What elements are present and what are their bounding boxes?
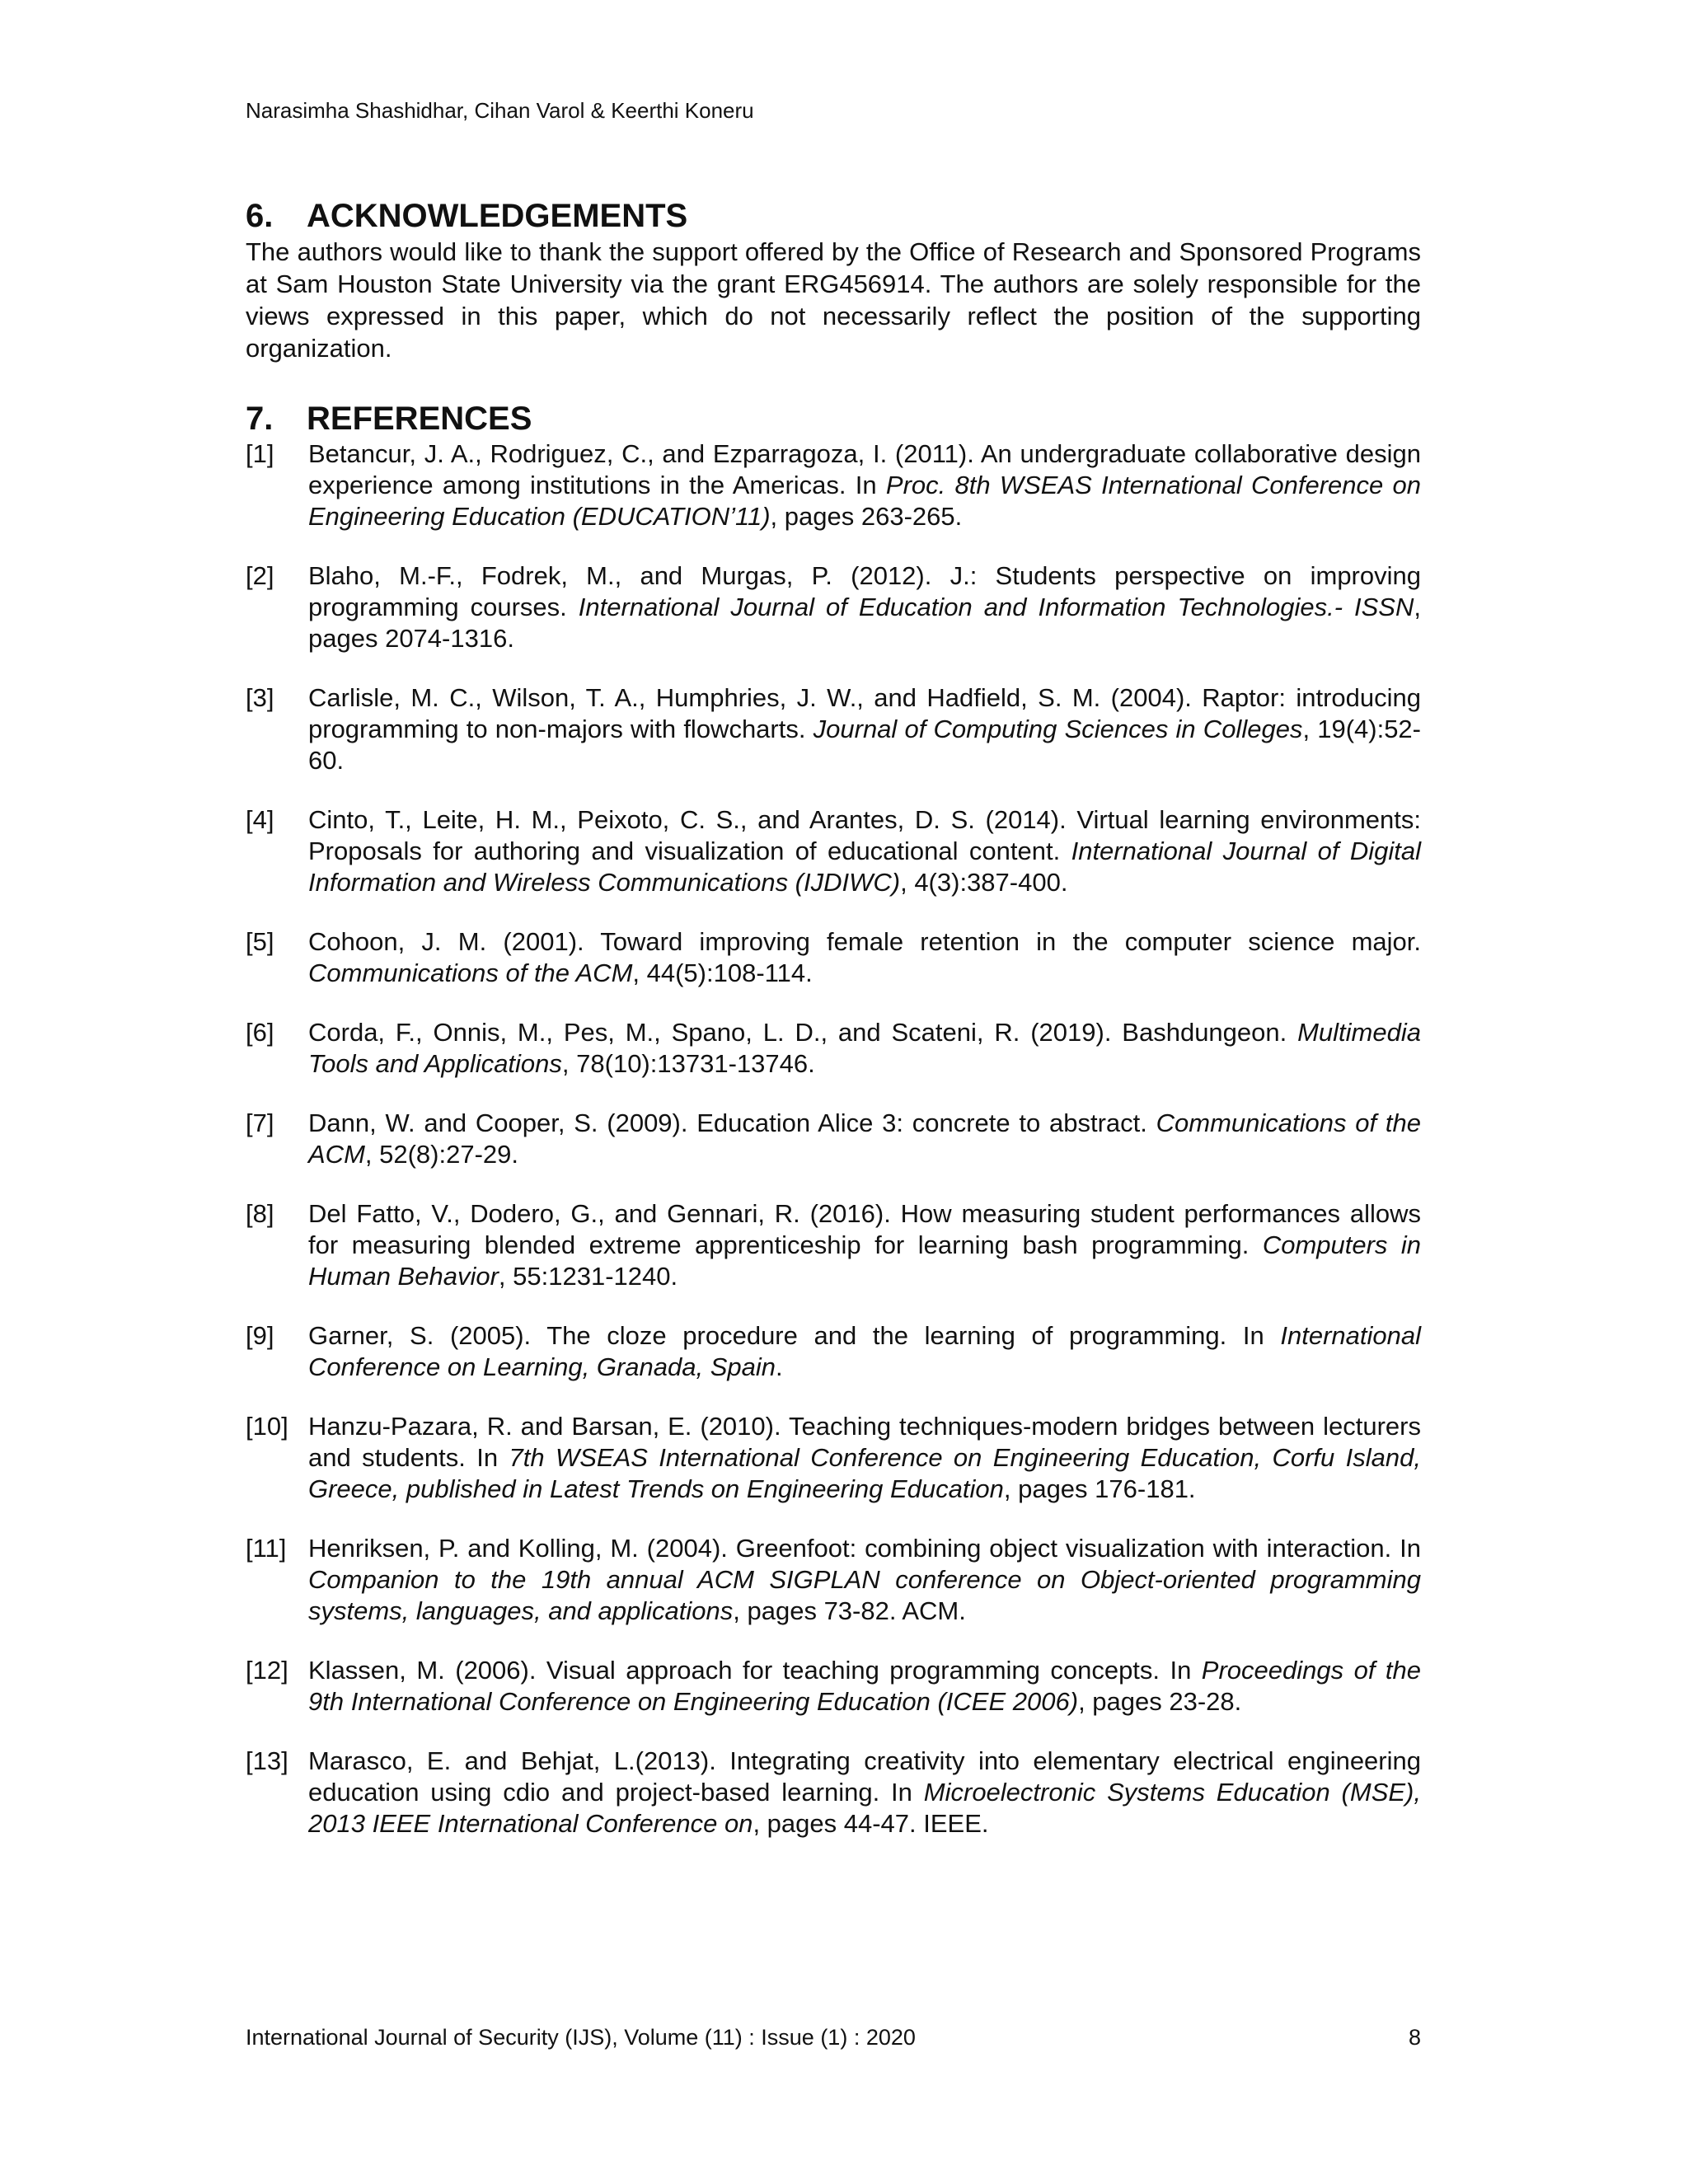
reference-number: [6] xyxy=(246,1018,274,1047)
reference-details: , pages 2074-1316. xyxy=(308,593,1421,653)
reference-item xyxy=(246,1198,1421,1292)
page-number: 8 xyxy=(1408,2025,1421,2050)
reference-authors-title: Hanzu-Pazara, R. and Barsan, E. (2010). Teaching techniques-modern bridges between lecturers and students. In xyxy=(308,1412,1421,1472)
reference-venue: Proc. 8th WSEAS International Conference on Engineering Education (EDUCATION’11) xyxy=(308,471,1421,531)
reference-details: , 52(8):27-29. xyxy=(364,1140,518,1169)
reference-text xyxy=(308,1533,1421,1627)
reference-item xyxy=(246,1108,1421,1170)
reference-item xyxy=(246,1533,1421,1627)
reference-text xyxy=(308,1108,1421,1170)
reference-authors-title: Klassen, M. (2006). Visual approach for teaching programming concepts. In xyxy=(308,1656,1202,1685)
reference-details: , 4(3):387-400. xyxy=(900,868,1068,897)
reference-venue: Multimedia Tools and Applications xyxy=(308,1018,1421,1078)
reference-details: , pages 44-47. IEEE. xyxy=(753,1809,989,1838)
reference-item xyxy=(246,1320,1421,1383)
running-header: Narasimha Shashidhar, Cihan Varol & Keerthi Koneru xyxy=(246,98,754,123)
reference-venue: Proceedings of the 9th International Conference on Engineering Education (ICEE 2006) xyxy=(308,1656,1421,1716)
reference-text xyxy=(308,1017,1421,1080)
page-footer xyxy=(246,2023,1421,2051)
reference-number: [2] xyxy=(246,561,274,590)
reference-item xyxy=(246,438,1421,532)
reference-venue: Journal of Computing Sciences in Colleges xyxy=(813,715,1303,743)
reference-venue: Computers in Human Behavior xyxy=(308,1230,1421,1291)
acknowledgements-text: The authors would like to thank the support offered by the Office of Research and Sponsored Programs at Sam Houston State University via the grant ERG456914. The authors are solely responsible for the views expressed in this paper, which do not necessarily reflect the position of the supporting organization. xyxy=(246,237,1421,363)
reference-details: , pages 176-181. xyxy=(1003,1474,1196,1503)
reference-details: , 78(10):13731-13746. xyxy=(561,1049,815,1078)
reference-venue: Microelectronic Systems Education (MSE), 2013 IEEE International Conference on xyxy=(308,1778,1421,1838)
reference-authors-title: Marasco, E. and Behjat, L.(2013). Integrating creativity into elementary electrical engineering education using cdio and project-based learning. In xyxy=(308,1746,1421,1807)
reference-details: . xyxy=(776,1352,783,1381)
reference-item xyxy=(246,1746,1421,1840)
reference-item xyxy=(246,804,1421,898)
reference-text xyxy=(308,1198,1421,1292)
reference-venue: International Conference on Learning, Granada, Spain xyxy=(308,1321,1421,1381)
reference-number: [7] xyxy=(246,1108,274,1137)
reference-details: , 44(5):108-114. xyxy=(632,958,813,987)
reference-number: [11] xyxy=(246,1534,287,1563)
reference-number: [9] xyxy=(246,1321,274,1350)
reference-number: [4] xyxy=(246,805,274,834)
reference-text xyxy=(308,804,1421,898)
reference-authors-title: Cohoon, J. M. (2001). Toward improving female retention in the computer science major. xyxy=(308,927,1421,956)
reference-authors-title: Del Fatto, V., Dodero, G., and Gennari, R. (2016). How measuring student performances allows for measuring blended extreme apprenticeship for learning bash programming. xyxy=(308,1199,1421,1259)
reference-item xyxy=(246,1655,1421,1718)
reference-text xyxy=(308,1411,1421,1505)
reference-details: , pages 263-265. xyxy=(770,502,963,531)
reference-venue: Communications of the ACM xyxy=(308,958,633,987)
section-title-text: ACKNOWLEDGEMENTS xyxy=(307,198,688,234)
reference-text xyxy=(308,1746,1421,1840)
reference-authors-title: Henriksen, P. and Kolling, M. (2004). Greenfoot: combining object visualization with interaction. In xyxy=(308,1534,1421,1563)
reference-list xyxy=(246,438,1421,1840)
reference-text xyxy=(308,926,1421,989)
acknowledgements-heading xyxy=(246,196,1421,236)
reference-number: [1] xyxy=(246,439,274,468)
reference-authors-title: Betancur, J. A., Rodriguez, C., and Ezparragoza, I. (2011). An undergraduate collaborative design experience among institutions in the Americas. In xyxy=(308,439,1421,499)
reference-details: , 19(4):52-60. xyxy=(308,715,1421,775)
reference-authors-title: Blaho, M.-F., Fodrek, M., and Murgas, P. (2012). J.: Students perspective on improving programming courses. xyxy=(308,561,1421,621)
reference-item xyxy=(246,1411,1421,1505)
reference-text xyxy=(308,438,1421,532)
reference-authors-title: Dann, W. and Cooper, S. (2009). Education Alice 3: concrete to abstract. xyxy=(308,1108,1156,1137)
reference-number: [13] xyxy=(246,1746,288,1775)
reference-details: , 55:1231-1240. xyxy=(498,1262,678,1291)
section-number: 7. xyxy=(246,401,274,437)
reference-venue: Companion to the 19th annual ACM SIGPLAN conference on Object-oriented programming systems, languages, and applications xyxy=(308,1565,1421,1625)
reference-authors-title: Cinto, T., Leite, H. M., Peixoto, C. S., and Arantes, D. S. (2014). Virtual learning environments: Proposals for authoring and visualization of educational content. xyxy=(308,805,1421,865)
footer-journal: International Journal of Security (IJS), Volume (11) : Issue (1) : 2020 xyxy=(246,2025,916,2050)
reference-item xyxy=(246,1017,1421,1080)
references-heading xyxy=(246,399,1421,438)
section-number: 6. xyxy=(246,198,274,234)
reference-venue: Communications of the ACM xyxy=(308,1108,1421,1169)
reference-authors-title: Corda, F., Onnis, M., Pes, M., Spano, L. D., and Scateni, R. (2019). Bashdungeon. xyxy=(308,1018,1298,1047)
reference-text xyxy=(308,560,1421,654)
reference-number: [8] xyxy=(246,1199,274,1228)
reference-item xyxy=(246,682,1421,776)
reference-number: [12] xyxy=(246,1656,288,1685)
reference-text xyxy=(308,682,1421,776)
reference-venue: International Journal of Digital Information and Wireless Communications (IJDIWC) xyxy=(308,837,1421,897)
reference-venue: 7th WSEAS International Conference on Engineering Education, Corfu Island, Greece, published in Latest Trends on Engineering Education xyxy=(308,1443,1421,1503)
reference-text xyxy=(308,1320,1421,1383)
reference-authors-title: Carlisle, M. C., Wilson, T. A., Humphries, J. W., and Hadfield, S. M. (2004). Raptor: introducing programming to non-majors with flowcharts. xyxy=(308,683,1421,743)
reference-authors-title: Garner, S. (2005). The cloze procedure and the learning of programming. In xyxy=(308,1321,1281,1350)
reference-item xyxy=(246,560,1421,654)
reference-text xyxy=(308,1655,1421,1718)
page-content xyxy=(246,196,1421,1868)
reference-details: , pages 23-28. xyxy=(1078,1687,1242,1716)
reference-number: [3] xyxy=(246,683,274,712)
reference-item xyxy=(246,926,1421,989)
reference-venue: International Journal of Education and Information Technologies.- ISSN xyxy=(578,593,1414,621)
reference-details: , pages 73-82. ACM. xyxy=(733,1596,966,1625)
reference-number: [5] xyxy=(246,927,274,956)
section-title-text: REFERENCES xyxy=(307,401,532,437)
reference-number: [10] xyxy=(246,1412,288,1441)
